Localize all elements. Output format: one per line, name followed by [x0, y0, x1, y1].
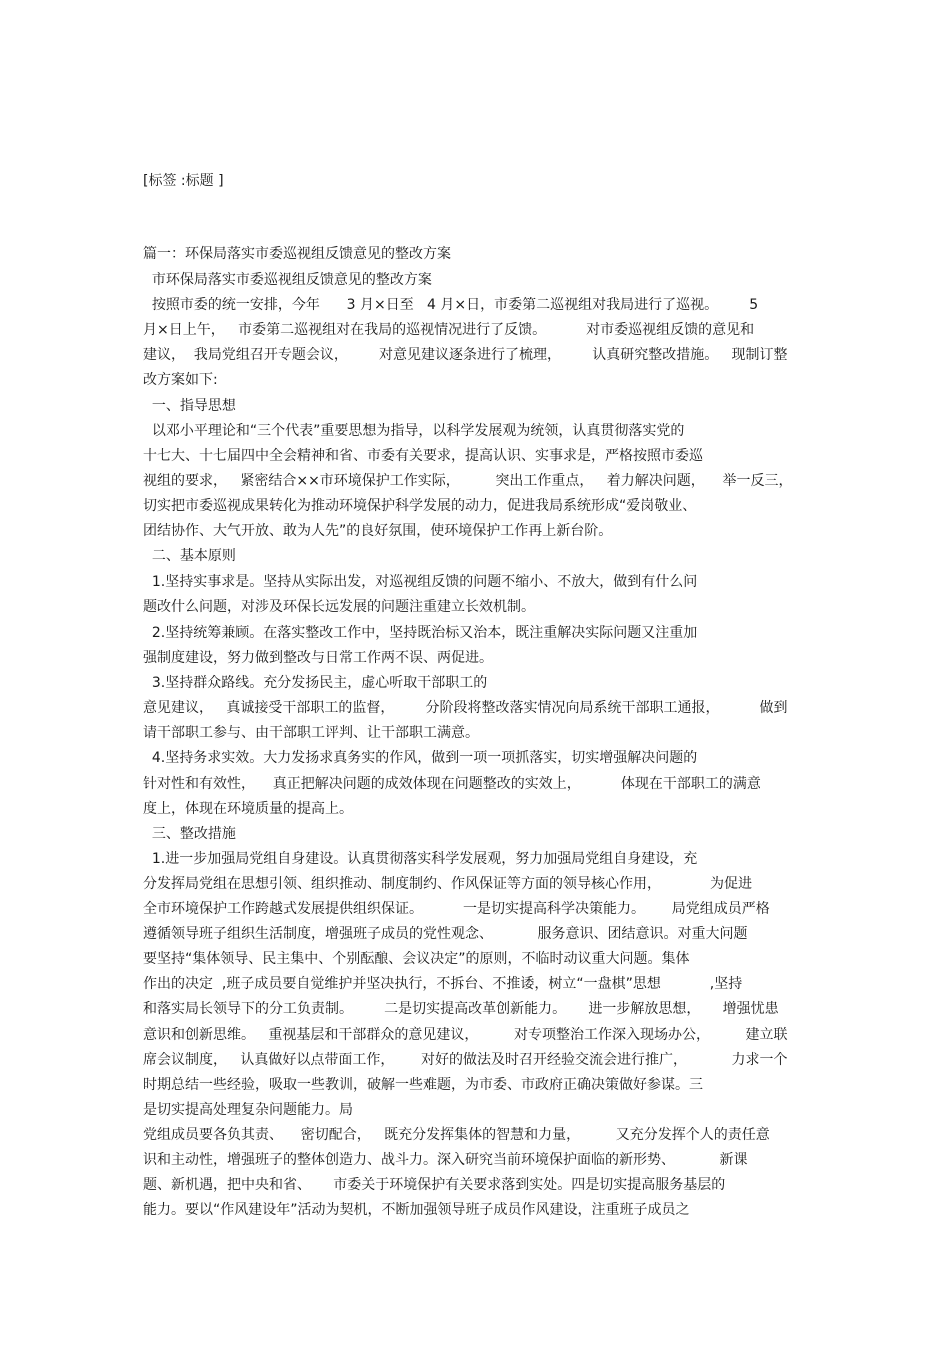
text-line: 分发挥局党组在思想引领、组织推动、制度制约、作风保证等方面的领导核心作用， 为促进	[143, 876, 752, 892]
text-line: 题、新机遇，把中央和省、 市委关于环境保护有关要求落到实处。四是切实提高服务基层的	[143, 1177, 726, 1193]
text-line: 遵循领导班子组织生活制度，增强班子成员的党性观念、 服务意识、团结意识。对重大问题	[143, 926, 748, 942]
text-line: 是切实提高处理复杂问题能力。局	[143, 1102, 353, 1118]
text-line: 请干部职工参与、由干部职工评判、让干部职工满意。	[143, 725, 479, 741]
text-line: 十七大、十七届四中全会精神和省、市委有关要求，提高认识、实事求是，严格按照市委巡	[143, 448, 703, 464]
text-line: 意识和创新思维。 重视基层和干部群众的意见建议， 对专项整治工作深入现场办公， 建立联	[143, 1027, 788, 1043]
text-line: 篇一：环保局落实市委巡视组反馈意见的整改方案	[143, 246, 451, 262]
text-line: 识和主动性，增强班子的整体创造力、战斗力。深入研究当前环境保护面临的新形势、 新课	[143, 1152, 748, 1168]
text-line: 度上，体现在环境质量的提高上。	[143, 801, 353, 817]
text-line: 党组成员要各负其责、 密切配合， 既充分发挥集体的智慧和力量， 又充分发挥个人的责任意	[143, 1127, 770, 1143]
text-line: 建议， 我局党组召开专题会议， 对意见建议逐条进行了梳理， 认真研究整改措施。 现制订整	[143, 347, 788, 363]
text-line: 4.坚持务求实效。大力发扬求真务实的作风，做到一项一项抓落实，切实增强解决问题的	[143, 750, 698, 766]
text-line: 和落实局长领导下的分工负责制。 二是切实提高改革创新能力。 进一步解放思想， 增强忧患	[143, 1001, 779, 1017]
text-line: 能力。要以“作风建设年”活动为契机，不断加强领导班子成员作风建设，注重班子成员之	[143, 1202, 690, 1218]
text-line: 切实把市委巡视成果转化为推动环境保护科学发展的动力，促进我局系统形成“爱岗敬业、	[143, 498, 697, 514]
text-line: 强制度建设，努力做到整改与日常工作两不误、两促进。	[143, 650, 493, 666]
text-line: 时期总结一些经验，吸取一些教训，破解一些难题，为市委、市政府正确决策做好参谋。三	[143, 1077, 703, 1093]
text-line: 按照市委的统一安排，今年 3 月×日至 4 月×日，市委第二巡视组对我局进行了巡视。 5	[143, 297, 759, 313]
text-line: 意见建议， 真诚接受干部职工的监督， 分阶段将整改落实情况向局系统干部职工通报， 做到	[143, 700, 788, 716]
text-line: 市环保局落实市委巡视组反馈意见的整改方案	[143, 272, 432, 288]
text-line: 题改什么问题，对涉及环保长远发展的问题注重建立长效机制。	[143, 599, 535, 615]
text-line: 1.进一步加强局党组自身建设。认真贯彻落实科学发展观，努力加强局党组自身建设，充	[143, 851, 698, 867]
text-line: 改方案如下:	[143, 372, 218, 388]
tag-line: [标签 :标题 ]	[143, 173, 224, 189]
text-line: 全市环境保护工作跨越式发展提供组织保证。 一是切实提高科学决策能力。 局党组成员严格	[143, 901, 770, 917]
text-line: 视组的要求， 紧密结合××市环境保护工作实际， 突出工作重点， 着力解决问题， 举一反三，	[143, 473, 793, 489]
text-line: 作出的决定 ,班子成员要自觉维护并坚决执行，不拆台、不推诿，树立“一盘棋”思想 ,坚持	[143, 976, 743, 992]
text-line: 3.坚持群众路线。充分发扬民主，虚心听取干部职工的	[143, 675, 488, 691]
text-line: 席会议制度， 认真做好以点带面工作， 对好的做法及时召开经验交流会进行推广， 力求一个	[143, 1052, 788, 1068]
text-line: 月×日上午， 市委第二巡视组对在我局的巡视情况进行了反馈。 对市委巡视组反馈的意见和	[143, 322, 755, 338]
text-line: 针对性和有效性， 真正把解决问题的成效体现在问题整改的实效上， 体现在干部职工的满意	[143, 776, 761, 792]
section-heading: 二、基本原则	[143, 548, 236, 564]
text-line: 以邓小平理论和“三个代表”重要思想为指导，以科学发展观为统领，认真贯彻落实党的	[143, 423, 685, 439]
text-line: 2.坚持统筹兼顾。在落实整改工作中，坚持既治标又治本，既注重解决实际问题又注重加	[143, 625, 698, 641]
section-heading: 一、指导思想	[143, 398, 236, 414]
text-line: 要坚持“集体领导、民主集中、个别酝酿、会议决定”的原则，不临时动议重大问题。集体	[143, 951, 690, 967]
text-line: 团结协作、大气开放、敢为人先”的良好氛围，使环境保护工作再上新台阶。	[143, 523, 613, 539]
section-heading: 三、整改措施	[143, 826, 236, 842]
text-line: 1.坚持实事求是。坚持从实际出发，对巡视组反馈的问题不缩小、不放大，做到有什么问	[143, 574, 698, 590]
